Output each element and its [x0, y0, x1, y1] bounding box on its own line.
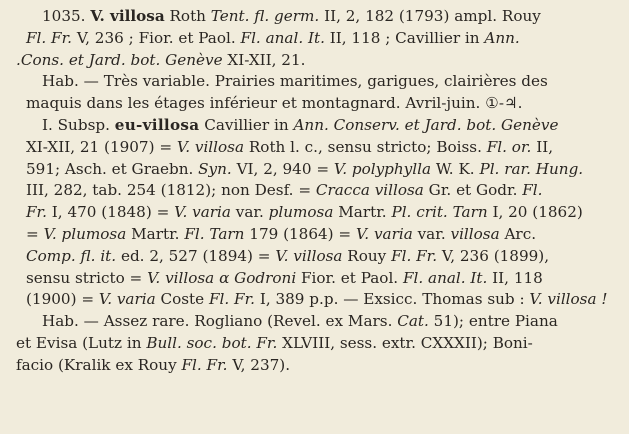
habitat2-line-2: et Evisa (Lutz in Bull. soc. bot. Fr. XLVIII, sess. extr. CXXXII); Boni- [16, 333, 533, 352]
entry-number: 1035. [42, 7, 86, 25]
subsp-line-1: I. Subsp. eu-villosa Cavillier in Ann. Conserv. et Jard. bot. Genève [42, 115, 559, 134]
subsp-line-9: (1900) = V. varia Coste Fl. Fr. I, 389 p.p. — Exsicc. Thomas sub : V. villosa ! [26, 290, 608, 309]
subsp-line-8: sensu stricto = V. villosa α Godroni Fior. et Paol. Fl. anal. It. II, 118 [26, 268, 543, 287]
entry-line-1: 1035. V. villosa Roth Tent. fl. germ. II, 2, 182 (1793) ampl. Rouy [42, 7, 541, 25]
species-name: V. villosa [90, 7, 165, 25]
habitat-line-1: Hab. — Très variable. Prairies maritimes, garigues, clairières des [42, 72, 548, 91]
subsp-line-6: = V. plumosa Martr. Fl. Tarn 179 (1864) = V. varia var. villosa Arc. [26, 224, 537, 243]
subsp-line-7: Comp. fl. it. ed. 2, 527 (1894) = V. villosa Rouy Fl. Fr. V, 236 (1899), [26, 246, 550, 265]
habitat2-line-3: facio (Kralik ex Rouy Fl. Fr. V, 237). [16, 355, 291, 374]
subsp-line-5: Fr. I, 470 (1848) = V. varia var. plumosa Martr. Pl. crit. Tarn I, 20 (1862) [26, 203, 583, 222]
subspecies-name: eu-villosa [114, 115, 200, 134]
entry-line-2: Fl. Fr. V, 236 ; Fior. et Paol. Fl. anal. It. II, 118 ; Cavillier in Ann. [26, 28, 520, 47]
subsp-line-4: III, 282, tab. 254 (1812); non Desf. = Cracca villosa Gr. et Godr. Fl. [26, 181, 543, 200]
subsp-line-2: XI-XII, 21 (1907) = V. villosa Roth l. c., sensu stricto; Boiss. Fl. or. II, [26, 137, 554, 156]
habitat2-line-1: Hab. — Assez rare. Rogliano (Revel. ex Mars. Cat. 51); entre Piana [42, 312, 558, 331]
habitat-line-2: maquis dans les étages inférieur et montagnard. Avril-juin. ①-♃. [26, 94, 523, 113]
entry-line-3: .Cons. et Jard. bot. Genève XI-XII, 21. [16, 50, 306, 69]
subsp-line-3: 591; Asch. et Graebn. Syn. VI, 2, 940 = V. polyphylla W. K. Pl. rar. Hung. [26, 159, 584, 178]
